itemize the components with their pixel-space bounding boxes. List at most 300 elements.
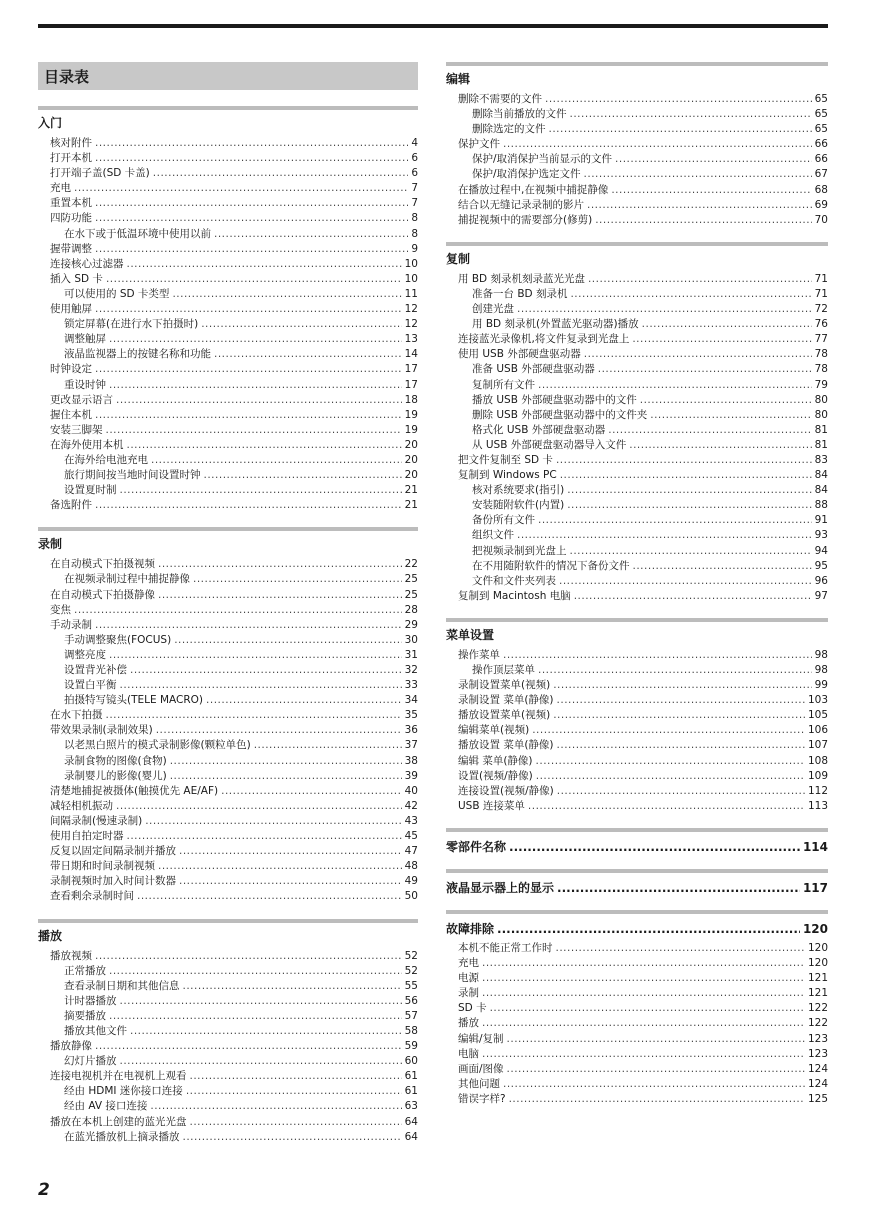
toc-entry[interactable] [446, 1062, 828, 1077]
entry-text: 在不用随附软件的情况下备份文件 [472, 559, 630, 572]
leader-dots [109, 1009, 402, 1024]
toc-entry[interactable] [38, 618, 418, 633]
toc-entry[interactable] [446, 678, 828, 693]
entry-page: 65 [814, 108, 828, 121]
toc-entry[interactable] [446, 1077, 828, 1092]
toc-entry[interactable] [38, 799, 418, 814]
toc-entry[interactable] [38, 949, 418, 964]
entry-text: 操作菜单 [458, 648, 500, 661]
leader-dots [170, 769, 402, 784]
toc-entry[interactable] [38, 272, 418, 287]
entry-page: 12 [404, 303, 418, 316]
toc-entry[interactable] [446, 708, 828, 723]
entry-text: 编辑 菜单(静像) [458, 754, 533, 767]
toc-entry[interactable] [446, 589, 828, 604]
entry-page: 124 [807, 1077, 828, 1090]
toc-entry[interactable] [446, 183, 828, 198]
toc-entry[interactable] [38, 1115, 418, 1130]
toc-entry[interactable] [446, 92, 828, 107]
toc-entry[interactable] [446, 956, 828, 971]
toc-entry[interactable] [38, 964, 418, 979]
toc-entry[interactable] [38, 874, 418, 889]
leader-dots [584, 347, 812, 362]
toc-entry[interactable] [38, 1130, 418, 1145]
entry-page: 65 [814, 123, 828, 136]
toc-entry[interactable] [446, 738, 828, 753]
entry-text: 录制食物的图像(食物) [64, 754, 167, 767]
leader-dots [106, 708, 402, 723]
toc-entry[interactable] [446, 544, 828, 559]
entry-text: 握住本机 [50, 408, 92, 421]
leader-dots [193, 572, 402, 587]
leader-dots [482, 956, 805, 971]
toc-entry[interactable] [446, 498, 828, 513]
toc-entry[interactable] [38, 829, 418, 844]
entry-text: 录制 [458, 987, 479, 1000]
leader-dots [120, 483, 402, 498]
entry-page: 69 [814, 198, 828, 211]
entry-text: 录制视频时加入时间计数器 [50, 875, 176, 888]
leader-dots [254, 738, 402, 753]
left-sections [38, 106, 418, 1145]
toc-entry[interactable] [446, 213, 828, 228]
entry-text: 保护/取消保护当前显示的文件 [472, 153, 613, 166]
entry-page: 66 [814, 138, 828, 151]
entry-page: 99 [814, 679, 828, 692]
leader-dots [528, 799, 805, 814]
section-heading[interactable]: 复制 [446, 242, 828, 270]
entry-page: 106 [807, 724, 828, 737]
toc-entry[interactable] [446, 152, 828, 167]
entry-page: 49 [404, 875, 418, 888]
toc-entry[interactable] [38, 633, 418, 648]
leader-dots [567, 483, 811, 498]
toc-entry[interactable] [38, 483, 418, 498]
entry-page: 20 [404, 469, 418, 482]
leader-dots [95, 211, 408, 226]
entry-page: 21 [404, 484, 418, 497]
leader-dots [538, 378, 812, 393]
toc-entry[interactable] [38, 498, 418, 513]
toc-entry[interactable] [446, 468, 828, 483]
toc-entry[interactable] [38, 588, 418, 603]
toc-entry[interactable] [38, 227, 418, 242]
toc-entry[interactable] [38, 1099, 418, 1114]
toc-entry[interactable] [38, 242, 418, 257]
entry-page: 6 [411, 152, 418, 165]
section-entries [446, 272, 828, 604]
toc-entry[interactable] [446, 799, 828, 814]
toc-entry[interactable] [38, 1069, 418, 1084]
toc-entry[interactable] [446, 784, 828, 799]
entry-page: 59 [404, 1040, 418, 1053]
entry-text: 在自动模式下拍摄静像 [50, 588, 155, 601]
entry-text: 插入 SD 卡 [50, 272, 103, 285]
leader-dots [106, 423, 402, 438]
entry-page: 96 [814, 574, 828, 587]
entry-page: 34 [404, 694, 418, 707]
toc-entry[interactable] [38, 453, 418, 468]
toc-entry[interactable] [446, 287, 828, 302]
leader-dots [557, 881, 800, 895]
leader-dots [629, 438, 811, 453]
entry-page: 37 [404, 739, 418, 752]
toc-entry[interactable] [446, 1016, 828, 1031]
entry-page: 93 [814, 529, 828, 542]
entry-page: 91 [814, 514, 828, 527]
toc-entry[interactable] [38, 136, 418, 151]
entry-text: 把视频录制到光盘上 [472, 544, 567, 557]
toc-entry[interactable] [38, 844, 418, 859]
entry-text: 四防功能 [50, 212, 92, 225]
entry-text: 用 BD 刻录机(外置蓝光驱动器)播放 [472, 318, 639, 331]
toc-entry[interactable] [38, 181, 418, 196]
toc-entry[interactable] [446, 1047, 828, 1062]
toc-entry[interactable] [38, 708, 418, 723]
toc-entry[interactable] [446, 272, 828, 287]
entry-text: 播放在本机上创建的蓝光光盘 [50, 1115, 187, 1128]
entry-page: 66 [814, 153, 828, 166]
entry-text: 重置本机 [50, 197, 92, 210]
leader-dots [559, 574, 812, 589]
entry-page: 58 [404, 1024, 418, 1037]
leader-dots [206, 693, 402, 708]
toc-entry[interactable] [446, 347, 828, 362]
leader-dots [183, 979, 402, 994]
toc-entry[interactable] [38, 754, 418, 769]
entry-page: 42 [404, 799, 418, 812]
leader-dots [95, 196, 408, 211]
toc-entry[interactable] [38, 738, 418, 753]
section-heading[interactable]: 菜单设置 [446, 618, 828, 646]
troubleshoot-heading[interactable] [446, 910, 828, 941]
entry-text: 手动调整聚焦(FOCUS) [64, 633, 172, 646]
leader-dots [158, 588, 402, 603]
troubleshoot-title: 故障排除 [446, 921, 495, 936]
toc-entry[interactable] [446, 453, 828, 468]
left-column [38, 62, 418, 1145]
section-entries [446, 92, 828, 228]
entry-text: 设置背光补偿 [64, 664, 127, 676]
toc-entry[interactable] [38, 1054, 418, 1069]
entry-text: 液晶监视器上的按键名称和功能 [64, 348, 211, 361]
toc-entry[interactable] [38, 196, 418, 211]
toc-entry[interactable] [38, 723, 418, 738]
leader-dots [611, 183, 811, 198]
toc-entry[interactable] [38, 784, 418, 799]
toc-entry[interactable] [446, 167, 828, 182]
entry-page: 64 [404, 1130, 418, 1143]
entry-text: 录制设置 菜单(静像) [458, 694, 554, 707]
entry-text: 握带调整 [50, 242, 92, 255]
leader-dots [95, 136, 408, 151]
toc-entry[interactable] [446, 559, 828, 574]
entry-page: 98 [814, 648, 828, 661]
toc-major-entry[interactable] [446, 828, 828, 859]
toc-entry[interactable] [446, 693, 828, 708]
toc-entry[interactable] [38, 663, 418, 678]
toc-entry[interactable] [446, 483, 828, 498]
entry-page: 7 [411, 197, 418, 210]
leader-dots [120, 678, 402, 693]
entry-text: 旅行期间按当地时间设置时钟 [64, 469, 201, 482]
toc-entry[interactable] [446, 137, 828, 152]
entry-text: 计时器播放 [64, 994, 117, 1007]
leader-dots [650, 408, 811, 423]
leader-dots [158, 859, 402, 874]
toc-entry[interactable] [446, 1092, 828, 1107]
toc-entry[interactable] [446, 971, 828, 986]
entry-text: 画面/图像 [458, 1062, 504, 1075]
entry-page: 28 [404, 603, 418, 616]
toc-entry[interactable] [38, 408, 418, 423]
entry-text: 复制到 Macintosh 电脑 [458, 589, 571, 602]
toc-entry[interactable] [38, 814, 418, 829]
leader-dots [570, 287, 811, 302]
toc-entry[interactable] [38, 1024, 418, 1039]
entry-page: 67 [814, 168, 828, 181]
entry-page: 35 [404, 709, 418, 722]
toc-entry[interactable] [38, 603, 418, 618]
leader-dots [507, 1032, 805, 1047]
entry-text: 间隔录制(慢速录制) [50, 814, 143, 827]
toc-entry[interactable] [446, 1032, 828, 1047]
leader-dots [557, 784, 805, 799]
entry-page: 40 [404, 784, 418, 797]
section-heading[interactable]: 编辑 [446, 62, 828, 90]
leader-dots [186, 1084, 402, 1099]
entry-text: 经由 HDMI 迷你接口连接 [64, 1085, 183, 1098]
leader-dots [570, 107, 812, 122]
leader-dots [74, 181, 408, 196]
entry-text: 播放设置菜单(视频) [458, 709, 551, 722]
toc-section [38, 527, 418, 904]
toc-entry[interactable] [38, 393, 418, 408]
entry-page: 79 [814, 378, 828, 391]
leader-dots [549, 122, 812, 137]
entry-page: 7 [411, 182, 418, 195]
entry-page: 39 [404, 769, 418, 782]
leader-dots [74, 603, 402, 618]
toc-entry[interactable] [38, 1039, 418, 1054]
entry-text: 文件和文件夹列表 [472, 574, 556, 587]
toc-entry[interactable] [446, 198, 828, 213]
leader-dots [106, 272, 402, 287]
toc-major-entry[interactable] [446, 869, 828, 900]
toc-entry[interactable] [38, 468, 418, 483]
toc-entry[interactable] [446, 393, 828, 408]
entry-text: 在水下或于低温环境中使用以前 [64, 227, 211, 240]
entry-text: 删除不需要的文件 [458, 93, 542, 105]
entry-text: 设置白平衡 [64, 679, 117, 692]
entry-page: 47 [404, 845, 418, 858]
toc-title: 目录表 [38, 62, 418, 90]
entry-page: 17 [404, 378, 418, 391]
toc-entry[interactable] [38, 678, 418, 693]
leader-dots [497, 922, 800, 936]
entry-text: 保护文件 [458, 138, 500, 151]
entry-page: 20 [404, 453, 418, 466]
entry-page: 112 [807, 784, 828, 797]
toc-entry[interactable] [446, 648, 828, 663]
toc-entry[interactable] [38, 994, 418, 1009]
toc-entry[interactable] [446, 378, 828, 393]
toc-entry[interactable] [38, 317, 418, 332]
leader-dots [201, 317, 401, 332]
leader-dots [482, 971, 805, 986]
toc-entry[interactable] [446, 663, 828, 678]
toc-entry[interactable] [446, 754, 828, 769]
entry-text: 充电 [458, 957, 479, 970]
toc-entry[interactable] [38, 378, 418, 393]
leader-dots [109, 648, 402, 663]
leader-dots [95, 242, 408, 257]
toc-entry[interactable] [446, 528, 828, 543]
toc-entry[interactable] [38, 347, 418, 362]
toc-entry[interactable] [38, 151, 418, 166]
leader-dots [120, 1054, 402, 1069]
entry-text: 清楚地捕捉被摄体(触摸优先 AE/AF) [50, 784, 219, 797]
entry-text: 零部件名称 [446, 839, 507, 854]
toc-section [38, 919, 418, 1145]
leader-dots [95, 151, 408, 166]
toc-entry[interactable] [38, 693, 418, 708]
entry-page: 56 [404, 994, 418, 1007]
entry-text: 播放视频 [50, 949, 92, 962]
toc-entry[interactable] [446, 438, 828, 453]
entry-text: 查看录制日期和其他信息 [64, 979, 180, 992]
toc-entry[interactable] [38, 859, 418, 874]
entry-text: 播放设置 菜单(静像) [458, 739, 554, 752]
entry-page: 70 [814, 213, 828, 226]
toc-entry[interactable] [38, 1009, 418, 1024]
entry-text: 连接设置(视频/静像) [458, 784, 554, 797]
toc-entry[interactable] [38, 423, 418, 438]
leader-dots [214, 227, 408, 242]
entry-text: 从 USB 外部硬盘驱动器导入文件 [472, 438, 627, 451]
entry-text: 错误字样? [458, 1092, 506, 1105]
entry-text: 核对系统要求(指引) [472, 484, 565, 497]
toc-entry[interactable] [446, 769, 828, 784]
leader-dots [137, 889, 402, 904]
section-entries [38, 557, 418, 904]
entry-text: 连接蓝光录像机,将文件复录到光盘上 [458, 333, 630, 346]
section-heading[interactable]: 播放 [38, 919, 418, 947]
section-entries [446, 648, 828, 814]
toc-entry[interactable] [38, 572, 418, 587]
toc-entry[interactable] [446, 941, 828, 956]
toc-entry[interactable] [38, 332, 418, 347]
entry-page: 123 [807, 1047, 828, 1060]
leader-dots [127, 438, 402, 453]
entry-page: 120 [807, 957, 828, 970]
entry-page: 33 [404, 679, 418, 692]
leader-dots [633, 559, 812, 574]
leader-dots [116, 799, 402, 814]
entry-page: 30 [404, 633, 418, 646]
entry-text: 组织文件 [472, 529, 514, 542]
entry-text: 准备 USB 外部硬盘驱动器 [472, 363, 595, 376]
entry-text: 打开本机 [50, 152, 92, 165]
toc-entry[interactable] [446, 317, 828, 332]
leader-dots [190, 1115, 402, 1130]
entry-text: 在自动模式下拍摄视频 [50, 558, 155, 571]
entry-text: 调整触屏 [64, 333, 106, 346]
section-entries [38, 949, 418, 1145]
toc-entry[interactable] [446, 986, 828, 1001]
toc-entry[interactable] [38, 211, 418, 226]
entry-page: 114 [802, 839, 828, 854]
entry-text: 变焦 [50, 603, 71, 616]
entry-text: 在视频录制过程中捕捉静像 [64, 573, 190, 586]
toc-entry[interactable] [446, 302, 828, 317]
leader-dots [214, 347, 402, 362]
entry-page: 84 [814, 469, 828, 482]
toc-entry[interactable] [38, 302, 418, 317]
entry-page: 55 [404, 979, 418, 992]
leader-dots [584, 167, 812, 182]
toc-entry[interactable] [446, 362, 828, 377]
entry-page: 71 [814, 287, 828, 300]
leader-dots [156, 723, 402, 738]
toc-entry[interactable] [38, 438, 418, 453]
toc-entry[interactable] [38, 1084, 418, 1099]
leader-dots [150, 1099, 401, 1114]
leader-dots [598, 362, 812, 377]
toc-entry[interactable] [38, 166, 418, 181]
section-heading[interactable]: 录制 [38, 527, 418, 555]
toc-entry[interactable] [38, 769, 418, 784]
toc-entry[interactable] [38, 889, 418, 904]
toc-entry[interactable] [38, 979, 418, 994]
toc-entry[interactable] [446, 574, 828, 589]
leader-dots [490, 1001, 805, 1016]
section-heading[interactable]: 入门 [38, 106, 418, 134]
toc-entry[interactable] [446, 513, 828, 528]
troubleshoot-page: 120 [802, 921, 828, 936]
toc-entry[interactable] [38, 257, 418, 272]
toc-section [446, 242, 828, 604]
toc-entry[interactable] [446, 1001, 828, 1016]
entry-page: 123 [807, 1032, 828, 1045]
entry-text: 复制到 Windows PC [458, 469, 557, 482]
leader-dots [503, 137, 812, 152]
entry-page: 64 [404, 1115, 418, 1128]
leader-dots [560, 468, 812, 483]
entry-text: 播放 USB 外部硬盘驱动器中的文件 [472, 393, 637, 406]
toc-entry[interactable] [38, 287, 418, 302]
page-number: 2 [38, 1180, 50, 1200]
toc-entry[interactable] [446, 408, 828, 423]
toc-entry[interactable] [446, 107, 828, 122]
entry-page: 45 [404, 830, 418, 843]
toc-entry[interactable] [38, 648, 418, 663]
toc-entry[interactable] [446, 723, 828, 738]
toc-entry[interactable] [446, 423, 828, 438]
toc-entry[interactable] [38, 557, 418, 572]
entry-page: 125 [807, 1092, 828, 1105]
leader-dots [120, 994, 402, 1009]
entry-text: 连接核心过滤器 [50, 257, 124, 270]
toc-entry[interactable] [38, 362, 418, 377]
toc-entry[interactable] [446, 122, 828, 137]
leader-dots [503, 648, 812, 663]
entry-text: 把文件复制至 SD 卡 [458, 453, 553, 466]
toc-entry[interactable] [446, 332, 828, 347]
entry-text: 格式化 USB 外部硬盘驱动器 [472, 423, 606, 436]
entry-page: 61 [404, 1070, 418, 1083]
entry-page: 4 [411, 137, 418, 149]
